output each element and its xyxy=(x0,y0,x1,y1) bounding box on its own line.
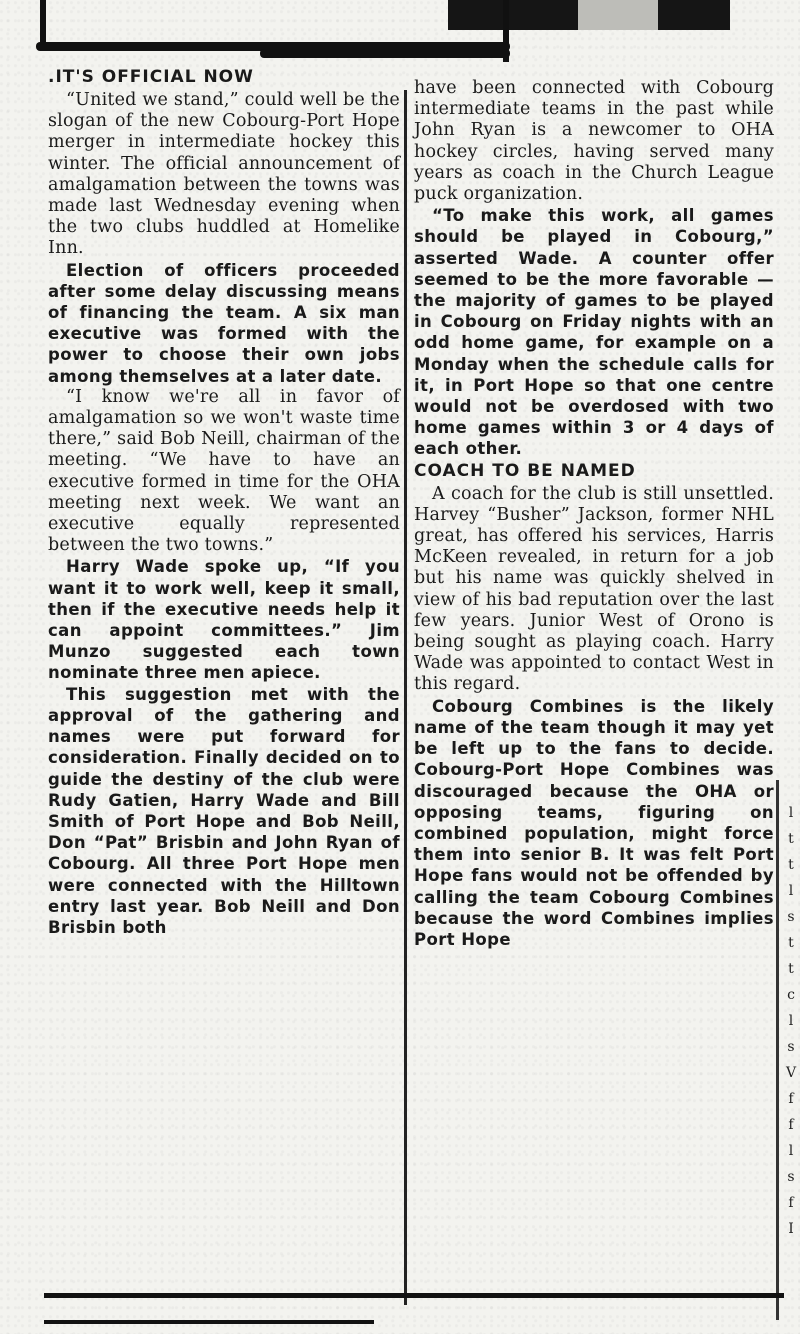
border-rule xyxy=(40,0,46,48)
column-divider xyxy=(404,90,407,1305)
photo-fragment xyxy=(448,0,730,30)
paragraph: Harry Wade spoke up, “If you want it to work well, keep it small, then if the executive needs help it can appoint committees.” Jim Munzo suggested each town nominate three men apiece. xyxy=(48,557,400,683)
paragraph: “United we stand,” could well be the slogan of the new Cobourg-Port Hope merger in intermediate hockey this winter. The official announcement of amalgamation between the towns was made last Wednesday evening when the two clubs huddled at Homelike Inn. xyxy=(48,90,400,259)
top-rule xyxy=(260,49,510,58)
paragraph: This suggestion met with the approval of the gathering and names were put forward for consideration. Finally decided on to guide the destiny of the club were Rudy Gatien, Harry Wade and Bill Smith of Port Hope and Bob Neill, Don “Pat” Brisbin and John Ryan of Cobourg. All three Port Hope men were connected with the Hilltown entry last year. Bob Neill and Don Brisbin both xyxy=(48,684,400,937)
paragraph: “To make this work, all games should be played in Cobourg,” asserted Wade. A counter offer seemed to be the more favorable — the majority of games to be played in Cobourg on Friday nights with an odd home game, for example on a Monday when the schedule calls for it, in Port Hope so that one centre would not be overdosed with two home games within 3 or 4 days of each other. xyxy=(414,206,774,459)
article-column-left xyxy=(48,66,400,938)
paragraph: have been connected with Cobourg intermediate teams in the past while John Ryan is a newcomer to OHA hockey circles, having served many years as coach in the Church League puck organization. xyxy=(414,78,774,205)
bottom-rule xyxy=(44,1320,374,1324)
paragraph: Election of officers proceeded after some delay discussing means of financing the team. A six man executive was formed with the power to choose their own jobs among themselves at a later date. xyxy=(48,260,400,386)
section-headline: COACH TO BE NAMED xyxy=(414,460,636,481)
bottom-rule xyxy=(44,1293,784,1298)
article-column-right xyxy=(414,78,774,950)
paragraph: Cobourg Combines is the likely name of the team though it may yet be left up to the fans to decide. Cobourg-Port Hope Combines was discouraged because the OHA or opposing teams, figuring on combined population, might force them into senior B. It was felt Port Hope fans would not be offended by calling the team Cobourg Combines because the word Combines implies Port Hope xyxy=(414,696,774,949)
paragraph: A coach for the club is still unsettled. Harvey “Busher” Jackson, former NHL great, has offered his services, Harris McKeen revealed, in return for a job but his name was quickly shelved in view of his bad reputation over the last few years. Junior West of Orono is being sought as playing coach. Harry Wade was appointed to contact West in this regard. xyxy=(414,483,774,695)
adjacent-column-fragment: l t t l s t t c l s V f f l s f I xyxy=(785,805,797,1237)
column-divider xyxy=(776,780,779,1320)
paragraph: “I know we're all in favor of amalgamation so we won't waste time there,” said Bob Neill, chairman of the meeting. “We have to have an executive formed in time for the OHA meeting next week. We want an executive equally represented between the two towns.” xyxy=(48,386,400,556)
section-headline: .IT'S OFFICIAL NOW xyxy=(48,67,254,87)
